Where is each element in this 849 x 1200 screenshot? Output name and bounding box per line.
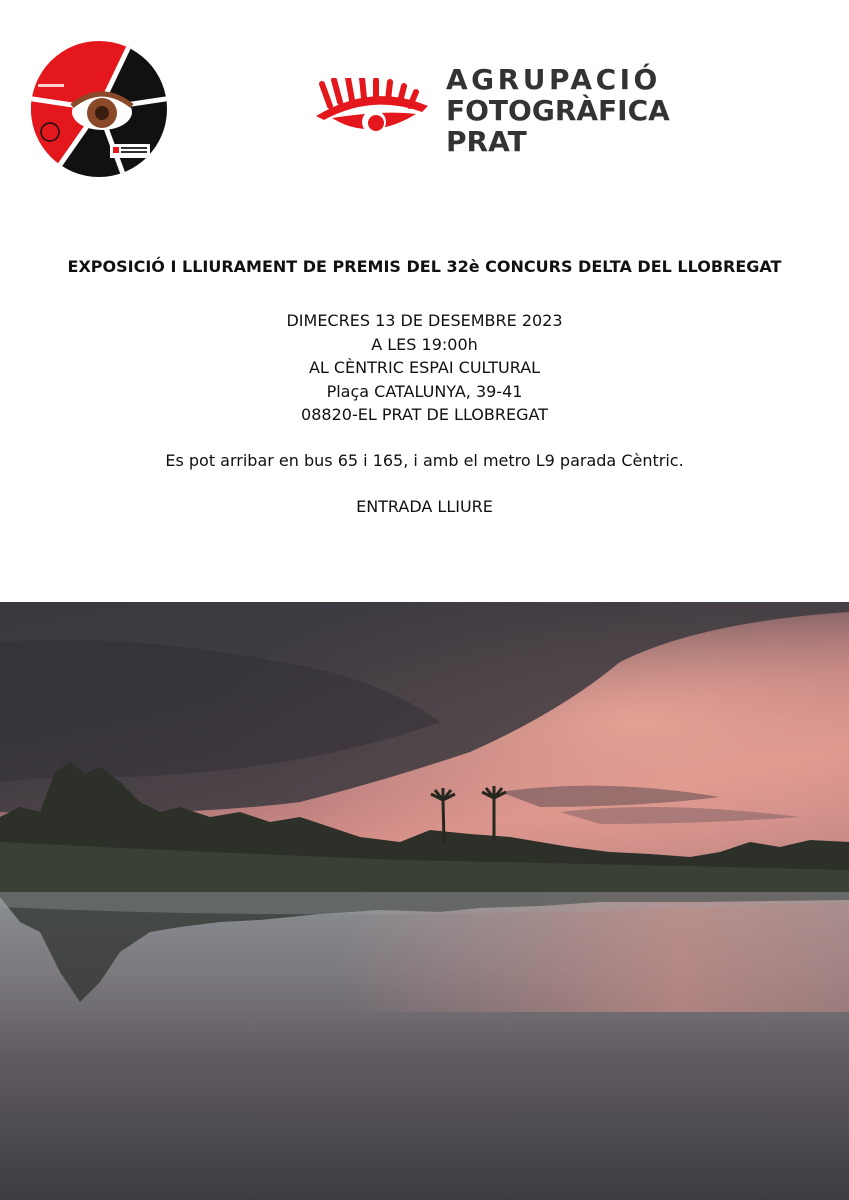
landscape-photo	[0, 602, 849, 1200]
brand-name	[446, 64, 746, 157]
header	[0, 0, 849, 200]
sunset-lake-image	[0, 602, 849, 1200]
event-title: EXPOSICIÓ I LLIURAMENT DE PREMIS DEL 32è CONCURS DELTA DEL LLOBREGAT	[67, 257, 782, 276]
red-eye-icon	[312, 78, 434, 142]
event-venue: AL CÈNTRIC ESPAI CULTURAL	[308, 358, 541, 377]
event-address: Plaça CATALUNYA, 39-41	[326, 381, 523, 401]
entry-info: ENTRADA LLIURE	[356, 496, 493, 516]
event-info	[0, 255, 849, 519]
event-date: DIMECRES 13 DE DESEMBRE 2023	[286, 311, 563, 330]
event-time: A LES 19:00h	[371, 334, 478, 354]
event-details	[0, 309, 849, 427]
brand-line-1: AGRUPACIÓ	[446, 63, 661, 96]
event-city: 08820-EL PRAT DE LLOBREGAT	[301, 405, 548, 424]
brand-line-2: FOTOGRÀFICA	[446, 94, 670, 127]
brand-line-3: PRAT	[446, 125, 527, 158]
transport-info: Es pot arribar en bus 65 i 165, i amb el metro L9 parada Cèntric.	[165, 450, 684, 470]
aperture-eye-icon	[30, 40, 168, 178]
